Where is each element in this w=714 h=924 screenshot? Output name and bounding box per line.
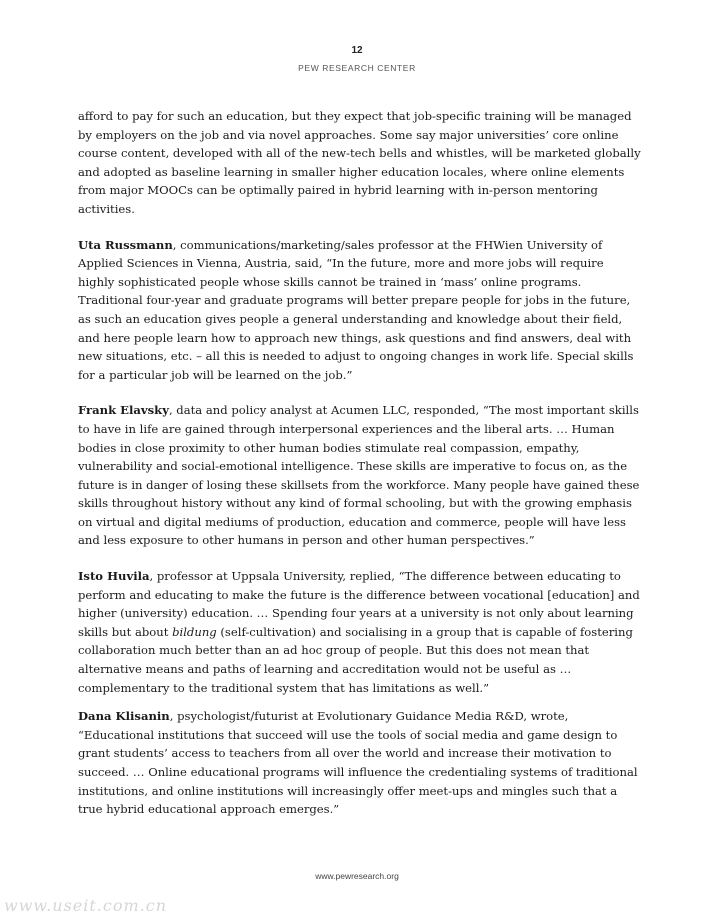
speaker-name: Dana Klisanin [78,709,170,724]
speaker-name: Isto Huvila [78,569,150,584]
footer-url: www.pewresearch.org [315,871,399,881]
quote-paragraph-huvila [78,567,643,697]
quote-text: , data and policy analyst at Acumen LLC, responded, “The most important skills to have in life are gained through interpersonal experiences and the liberal arts. … Human bodies in close proximity to other human bodies stimulate real compassion, empathy, vulnerability and social-emotional intelligence. These skills are imperative to focus on, as the future is in danger of losing these skillsets from the workforce. Many people have gained these skills throughout history without any kind of formal schooling, but with the growing emphasis on virtual and digital mediums of production, education and commerce, people will have less and less exposure to other humans in person and other human perspectives.” [78,403,640,548]
document-body [78,107,643,836]
quote-text: , communications/marketing/sales professor at the FHWien University of Applied Sciences in Vienna, Austria, said, “In the future, more and more jobs will require highly sophisticated people whose skills cannot be trained in ‘mass’ online programs. Traditional four-year and graduate programs will better prepare people for jobs in the future, as such an education gives people a general understanding and knowledge about their field, and here people learn how to approach new things, ask questions and find answers, deal with new situations, etc. – all this is needed to adjust to ongoing changes in work life. Special skills for a particular job will be learned on the job.” [78,237,634,382]
speaker-name: Frank Elavsky [78,403,169,418]
quote-paragraph-elavsky [78,401,643,550]
quote-paragraph-russmann [78,236,643,385]
watermark: www.useit.com.cn [4,896,168,915]
org-header: PEW RESEARCH CENTER [298,63,416,73]
quote-paragraph-klisanin [78,707,643,819]
italic-term: bildung [172,624,217,639]
quote-text: , psychologist/futurist at Evolutionary Guidance Media R&D, wrote, “Educational institutions that succeed will use the tools of social media and game design to grant students’ access to teachers from all over the world and increase their motivation to succeed. … Online educational programs will influence the credentialing systems of traditional institutions, and online institutions will increasingly offer meet-ups and mingles such that a true hybrid educational approach emerges.” [78,709,638,817]
page-number: 12 [351,45,363,56]
quote-text: , professor at Uppsala University, replied, “The difference between educating to perform and educating to make the future is the difference between vocational [education] and higher (university) education. … Spending four years at a university is not only about learning skills but about [78,569,640,639]
intro-paragraph: afford to pay for such an education, but they expect that job-specific training will be managed by employers on the job and via novel approaches. Some say major universities’ core online course content, developed with all of the new-tech bells and whistles, will be marketed globally and adopted as baseline learning in smaller higher education locales, where online elements from major MOOCs can be optimally paired in hybrid learning with in-person mentoring activities. [78,109,641,216]
speaker-name: Uta Russmann [78,237,173,252]
quote-text: (self-cultivation) and socialising in a group that is capable of fostering collaboration much better than an ad hoc group of people. But this does not mean that alternative means and paths of learning and accreditation would not be useful as … complementary to the traditional system that has limitations as well.” [78,624,633,695]
